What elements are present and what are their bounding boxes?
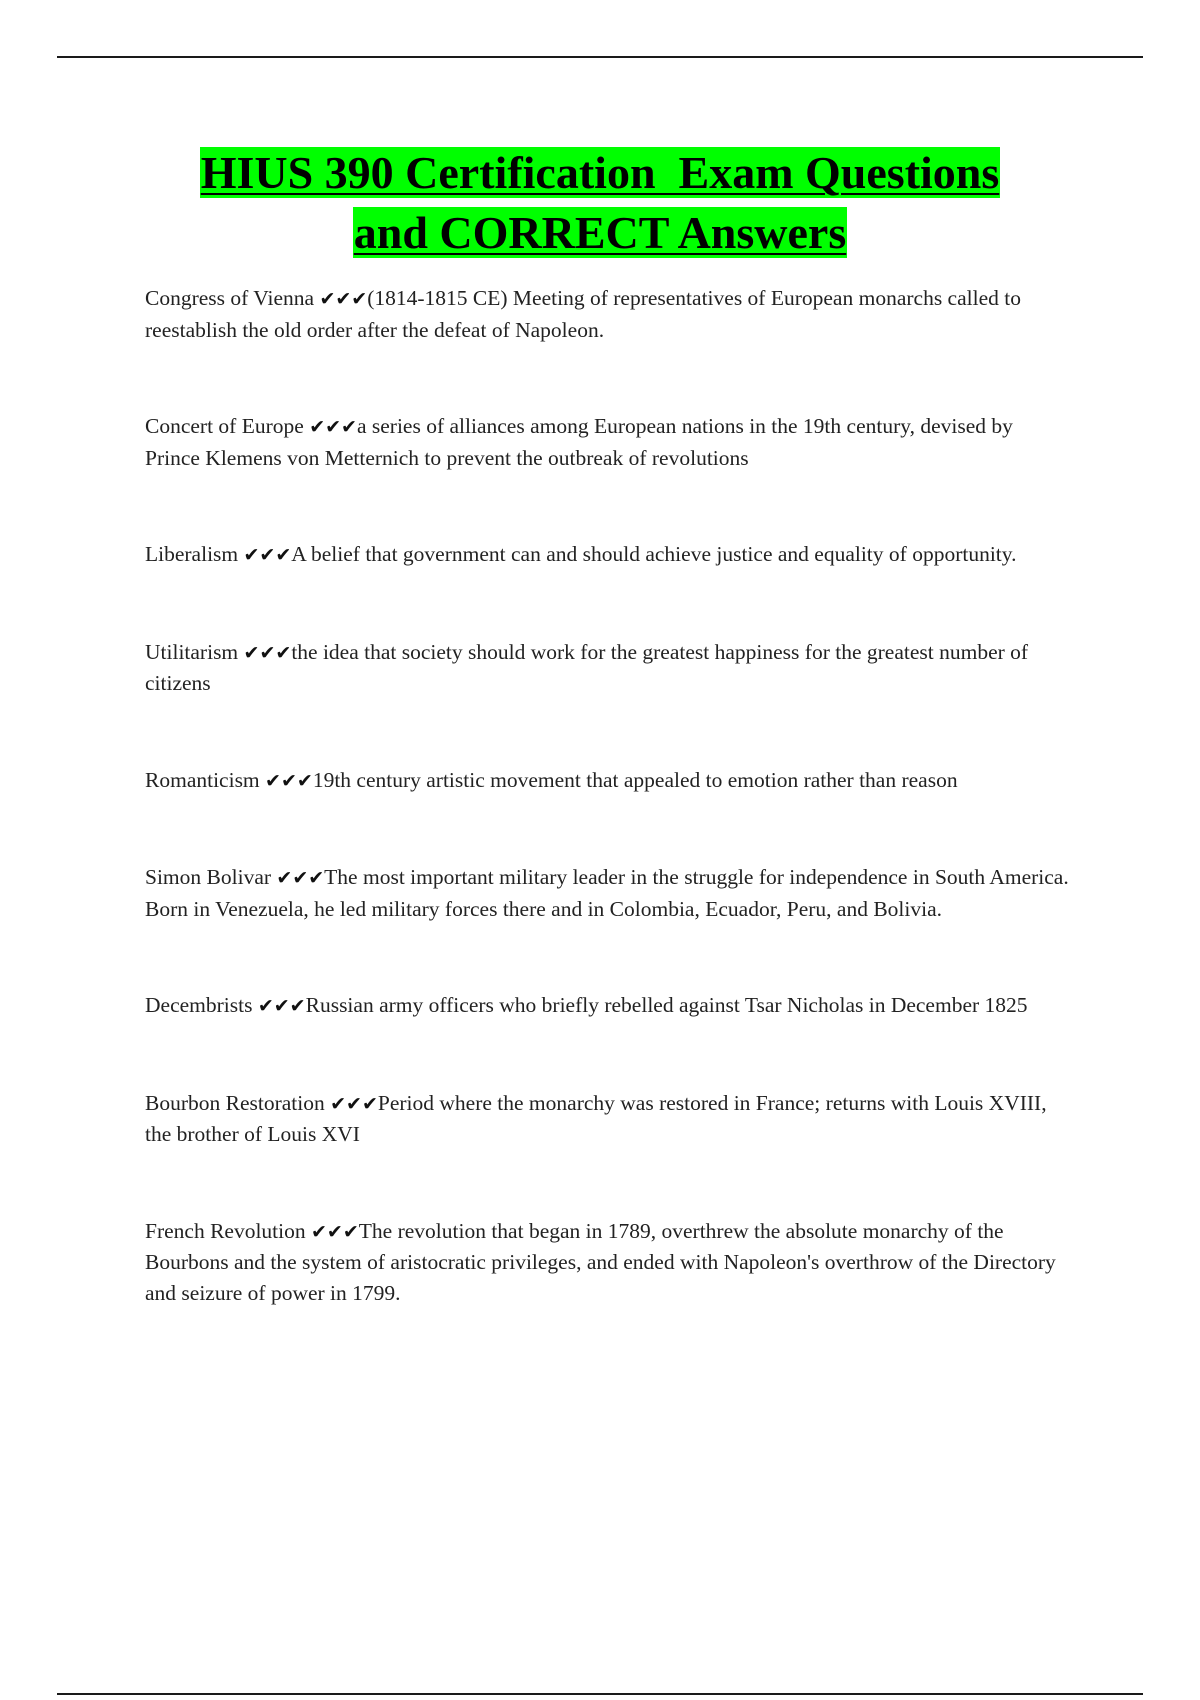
qa-term: French Revolution: [145, 1218, 306, 1243]
page-title: [0, 143, 1200, 263]
qa-definition: A belief that government can and should achieve justice and equality of opportunity.: [291, 542, 1017, 566]
title-line-2: and CORRECT Answers: [353, 207, 847, 258]
check-marks-icon: ✔✔✔: [257, 995, 306, 1017]
qa-term: Decembrists: [145, 993, 253, 1017]
qa-term: Liberalism: [145, 542, 239, 566]
qa-item: [145, 862, 1070, 924]
check-marks-icon: ✔✔✔: [311, 1220, 359, 1243]
check-marks-icon: ✔✔✔: [319, 288, 368, 310]
check-marks-icon: ✔✔✔: [243, 544, 292, 566]
qa-term: Bourbon Restoration: [145, 1090, 325, 1115]
qa-item: [145, 539, 1070, 571]
qa-term: Concert of Europe: [145, 414, 304, 438]
qa-item: [145, 637, 1070, 699]
qa-term: Congress of Vienna: [145, 286, 315, 310]
check-marks-icon: ✔✔✔: [243, 641, 292, 664]
check-marks-icon: ✔✔✔: [330, 1092, 378, 1115]
qa-item: [145, 411, 1070, 473]
qa-item: [145, 990, 1070, 1022]
qa-item: [145, 283, 1070, 345]
qa-term: Simon Bolivar: [145, 865, 272, 889]
check-marks-icon: ✔✔✔: [309, 416, 357, 438]
qa-definition: the idea that society should work for the greatest happiness for the greatest number of citizens: [145, 639, 1029, 695]
qa-definition: a series of alliances among European nations in the 19th century, devised by Prince Klemens von Metternich to prevent the outbreak of revolutions: [145, 414, 1013, 470]
footer-rule: [57, 1693, 1143, 1695]
qa-item: [145, 765, 1070, 797]
qa-definition: The most important military leader in the struggle for independence in South America. Born in Venezuela, he led military forces there and in Colombia, Ecuador, Peru, and Bolivia.: [145, 865, 1069, 921]
check-marks-icon: ✔✔✔: [265, 769, 313, 792]
title-line-1: HIUS 390 Certification Exam Questions: [200, 147, 1000, 198]
qa-list: [145, 283, 1070, 1374]
qa-definition: 19th century artistic movement that appealed to emotion rather than reason: [312, 767, 958, 792]
qa-term: Utilitarism: [145, 639, 239, 664]
qa-item: [145, 1088, 1070, 1150]
qa-definition: Period where the monarchy was restored in France; returns with Louis XVIII, the brother of Louis XVI: [145, 1090, 1047, 1146]
check-marks-icon: ✔✔✔: [276, 867, 325, 889]
qa-definition: (1814-1815 CE) Meeting of representatives of European monarchs called to reestablish the old order after the defeat of Napoleon.: [145, 286, 1021, 342]
qa-term: Romanticism: [145, 767, 260, 792]
qa-definition: The revolution that began in 1789, overthrew the absolute monarchy of the Bourbons and the system of aristocratic privileges, and ended with Napoleon's overthrow of the Directory and seizure of power in 1799.: [145, 1218, 1056, 1305]
qa-definition: Russian army officers who briefly rebelled against Tsar Nicholas in December 1825: [305, 993, 1028, 1017]
header-rule: [57, 56, 1143, 58]
qa-item: [145, 1216, 1070, 1309]
